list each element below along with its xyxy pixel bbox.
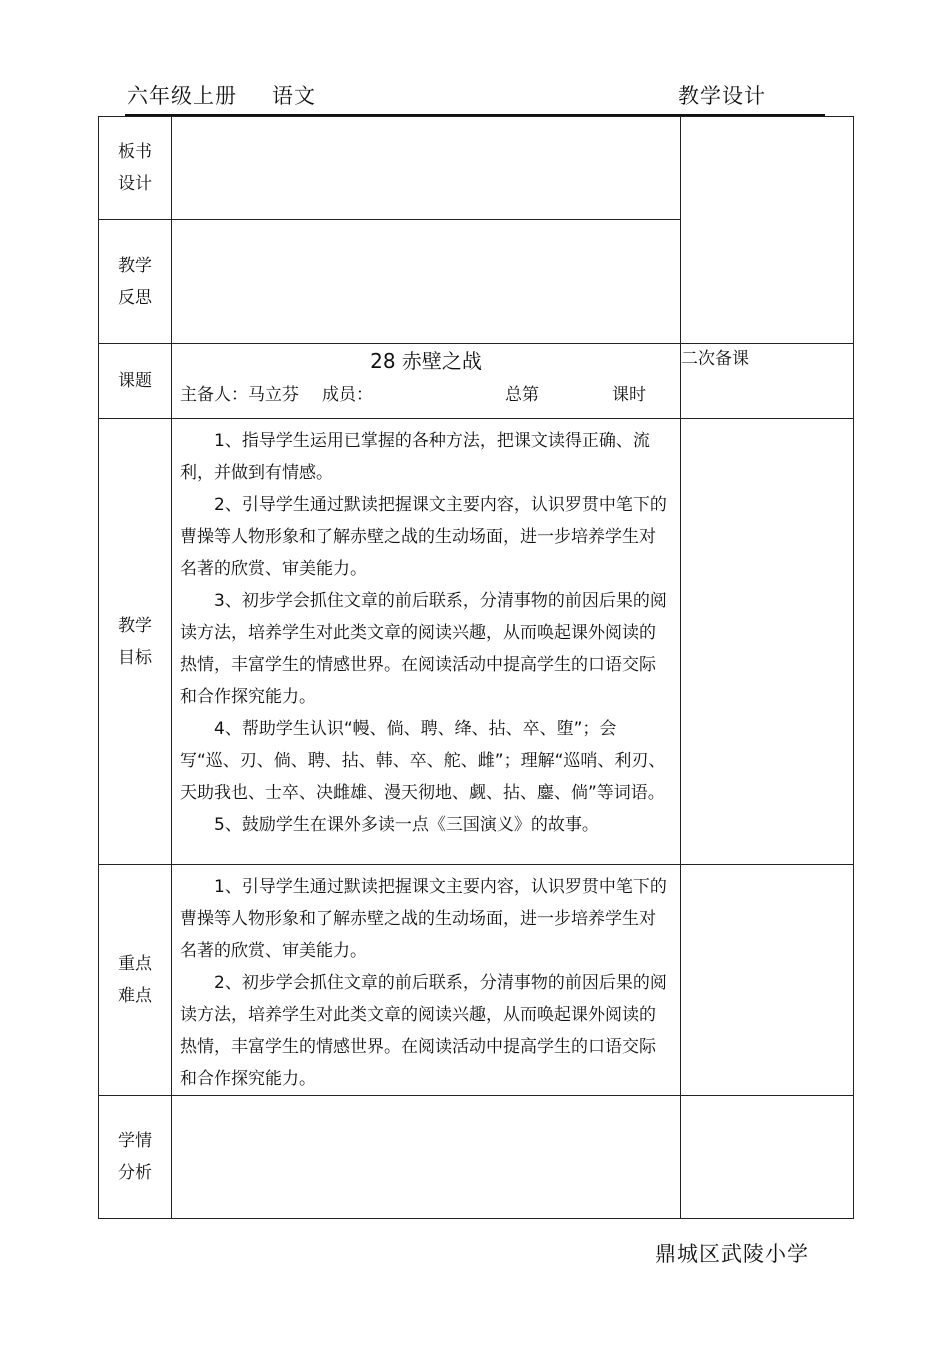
key-point-item: 2、初步学会抓住文章的前后联系，分清事物的前因后果的阅读方法，培养学生对此类文章的阅读兴趣，从而唤起课外阅读的热情，丰富学生的情感世界。在阅读活动中提高学生的口语交际和合作探究能力。: [180, 973, 667, 1089]
period-label: 课时: [612, 385, 646, 405]
goals-label: 教学 目标: [99, 419, 172, 865]
school-name: 鼎城区武陵小学: [655, 1242, 809, 1266]
key-points-row: [99, 865, 854, 1096]
goal-item: 5、鼓励学生在课外多读一点《三国演义》的故事。: [214, 815, 599, 835]
key-points-side-notes[interactable]: [681, 865, 854, 1096]
key-points-content: [172, 865, 681, 1096]
lesson-meta: [172, 380, 680, 410]
top-side-notes[interactable]: [681, 117, 854, 344]
topic-label: 课题: [99, 344, 172, 419]
doc-type-label: 教学设计: [678, 84, 766, 108]
page-header: [0, 0, 950, 120]
learner-row: [99, 1096, 854, 1219]
topic-content: [172, 344, 681, 419]
learner-side-notes[interactable]: [681, 1096, 854, 1219]
goals-row: [99, 419, 854, 865]
lesson-plan-table: [98, 116, 854, 1219]
learner-label: 学情 分析: [99, 1096, 172, 1219]
lead-teacher: 主备人：马立芬: [180, 385, 299, 405]
key-point-item: 1、引导学生通过默读把握课文主要内容，认识罗贯中笔下的曹操等人物形象和了解赤壁之战的生动场面，进一步培养学生对名著的欣赏、审美能力。: [180, 877, 667, 961]
lesson-title: 28 赤壁之战: [370, 349, 482, 373]
board-design-content[interactable]: [172, 117, 681, 220]
total-label: 总第: [505, 385, 539, 405]
reflection-content[interactable]: [172, 220, 681, 344]
learner-content[interactable]: [172, 1096, 681, 1219]
goal-item: 1、指导学生运用已掌握的各种方法，把课文读得正确、流利，并做到有情感。: [180, 431, 650, 483]
subject-label: 语文: [272, 84, 316, 108]
goal-item: 3、初步学会抓住文章的前后联系，分清事物的前因后果的阅读方法，培养学生对此类文章的阅读兴趣，从而唤起课外阅读的热情，丰富学生的情感世界。在阅读活动中提高学生的口语交际和合作探究能力。: [180, 591, 667, 707]
key-points-label: 重点 难点: [99, 865, 172, 1096]
reflection-label: 教学 反思: [99, 220, 172, 344]
board-design-row: [99, 117, 854, 220]
board-design-label: 板书 设计: [99, 117, 172, 220]
second-prep-header: 二次备课: [681, 344, 854, 419]
goal-item: 2、引导学生通过默读把握课文主要内容，认识罗贯中笔下的曹操等人物形象和了解赤壁之战的生动场面，进一步培养学生对名著的欣赏、审美能力。: [180, 495, 667, 579]
goals-side-notes[interactable]: [681, 419, 854, 865]
grade-label: 六年级上册: [127, 84, 237, 108]
topic-row: [99, 344, 854, 419]
members-label: 成员：: [322, 385, 373, 405]
goal-item: 4、帮助学生认识“幔、倘、聘、绛、拈、卒、堕”；会写“巡、刃、倘、聘、拈、韩、卒、舵、雌”；理解“巡哨、利刃、天助我也、士卒、决雌雄、漫天彻地、觑、拈、鏖、倘”等词语。: [180, 719, 666, 803]
goals-content: [172, 419, 681, 865]
